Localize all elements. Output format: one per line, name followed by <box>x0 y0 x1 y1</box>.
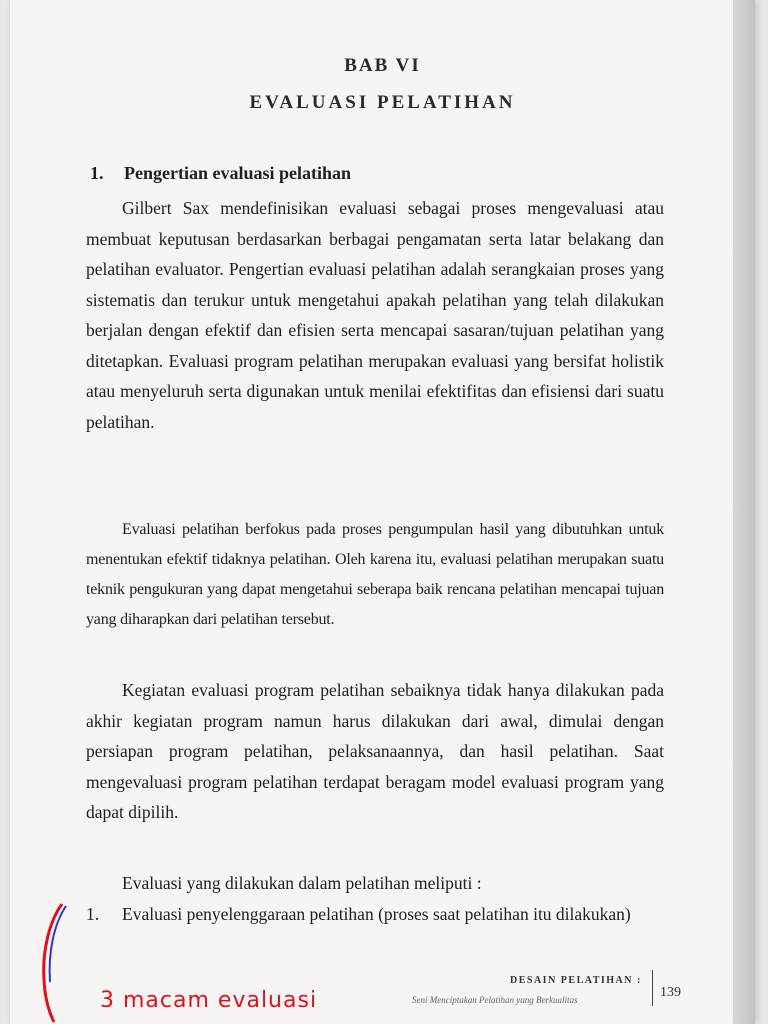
paragraph: Gilbert Sax mendefinisikan evaluasi sebagai proses mengevaluasi atau membuat keputusan berdasarkan berbagai pengamatan serta latar belakang dan pelatihan evaluator. Pengertian evaluasi pelatihan adalah serangkaian proses yang sistematis dan terukur untuk mengetahui apakah pelatihan yang telah dilakukan berjalan dengan efektif dan efisien serta mencapai sasaran/tujuan pelatihan yang ditetapkan. Evaluasi program pelatihan merupakan evaluasi yang bersifat holistik atau menyeluruh serta digunakan untuk menilai efektifitas dan efisiensi dari suatu pelatihan. <box>86 198 664 432</box>
footer-book-title: DESAIN PELATIHAN : <box>510 975 642 986</box>
chapter-title: EVALUASI PELATIHAN <box>249 92 516 113</box>
book-page <box>10 0 755 1024</box>
paragraph: Kegiatan evaluasi program pelatihan sebaiknya tidak hanya dilakukan pada akhir kegiatan program namun harus dilakukan dari awal, dimulai dengan persiapan program pelatihan, pelaksanaannya, dan hasil pelatihan. Saat mengevaluasi program pelatihan terdapat beragam model evaluasi program yang dapat dipilih. <box>86 680 664 822</box>
page-number: 139 <box>660 985 681 1000</box>
pen-bracket-icon <box>32 900 72 1024</box>
page-edge-shadow <box>733 0 755 1024</box>
section-title: Pengertian evaluasi pelatihan <box>124 163 352 183</box>
section-number: 1. <box>90 163 104 183</box>
paragraph: Evaluasi pelatihan berfokus pada proses pengumpulan hasil yang dibutuhkan untuk menentukan efektif tidaknya pelatihan. Oleh karena itu, evaluasi pelatihan merupakan suatu teknik pengukuran yang dapat mengetahui seberapa baik rencana pelatihan mencapai tujuan yang diharapkan dari pelatihan tersebut. <box>86 521 664 628</box>
chapter-number: BAB VI <box>344 55 421 76</box>
list-item <box>86 898 664 930</box>
footer-divider <box>652 970 653 1006</box>
footer-subtitle: Seni Menciptakan Pelatihan yang Berkualitas <box>412 995 578 1005</box>
list-item-number: 1. <box>86 904 100 924</box>
handwritten-note: 3 macam evaluasi <box>100 988 318 1013</box>
evaluation-list <box>86 898 664 930</box>
paragraph: Evaluasi yang dilakukan dalam pelatihan meliputi : <box>122 873 482 893</box>
section-heading <box>90 163 351 184</box>
list-item-text: Evaluasi penyelenggaraan pelatihan (proses saat pelatihan itu dilakukan) <box>122 904 631 924</box>
